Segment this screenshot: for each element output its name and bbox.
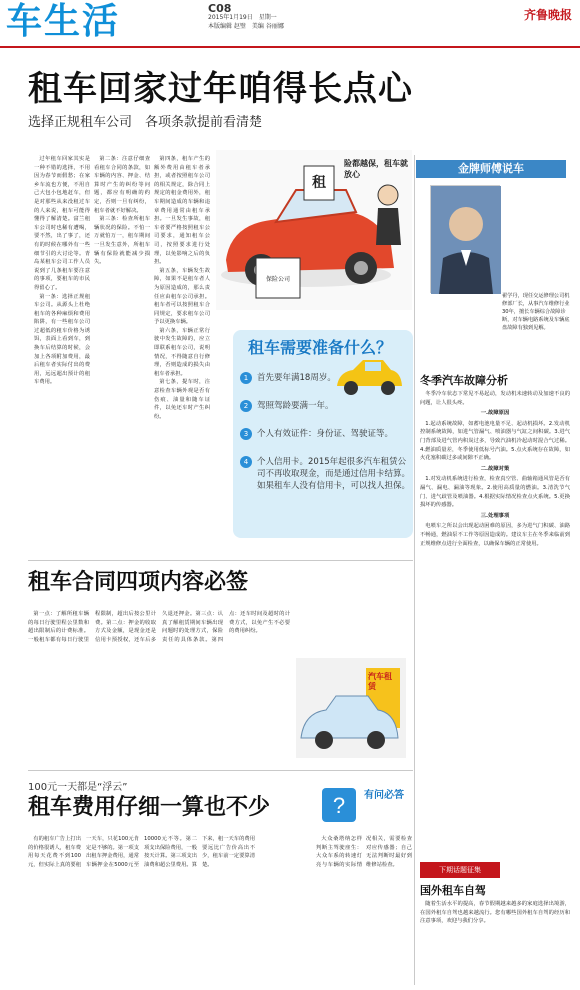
sidebar-title: 金牌师傅说车 [458,162,524,175]
expert-photo [430,185,500,293]
speech-bubble: 险都越保，租车就放心 [344,159,408,179]
section-logo: 车生活 [6,1,121,42]
winter-heading: 二.故障对策 [480,465,510,472]
story3-paragraph: 有的租车广告上打出的价格很诱人，租车费用每天花费不到100元，但实际上真的要租一天车，只花100元肯定是不够的。第一项支出租车押金费用，通常车辆押金在5000元至10000元不等。第二项支出保险费用，一般按天计算。第三项支出油费和超公里费用。算下来，租一天车的费用要远比广告价高出不少，租车前一定要算清楚。 [28,836,255,868]
story3-body [28,835,313,985]
winter-paragraph: 1.对发动机系统进行检查，检查真空管、曲轴箱通风管是否有漏气、漏电、漏油等现象。2.使用高质量的燃油。3.清洗节气门、进气歧管及喷油器。4.根据实际情况检查点火系统。5.更换损坏的传感器。 [420,476,570,509]
rental-title: 国外租车自驾 [420,884,486,897]
story1-column2 [94,155,150,555]
rent-sign: 租 [312,175,326,191]
requirement-item [240,372,410,384]
sidebar-header [416,160,566,178]
newspaper-name: 齐鲁晚报 [523,8,572,22]
story2-headline: 租车合同四项内容必签 [28,570,249,595]
issue-info [208,4,284,31]
story1-paragraph: 第二条：注意仔细查看租车合同的条款，如车辆的内容、押金、结算时产生的纠纷等问题，都应有明确的约定，否则一旦有纠纷，租车者就不好解决。 [94,156,150,214]
svg-text:?: ? [332,793,346,818]
requirements-title: 租车需要准备什么？ [248,338,393,357]
winter-heading: 三.处理事项 [480,512,510,519]
story1-paragraph: 第四条，租车产生的额外费用由租车者承担，或者按照租车公司的相关规定，除合同上规定的租金费用外，租车期间造成的车辆和违章费用通常由租车承担。一旦发生事故，租车者要严格按照租车公司要求，通知租车公司，按照要求进行处理，以免影响之后的负担。 [154,156,210,266]
winter-paragraph: 1.起动系统故障，如蓄电池电量不足、起动机损坏。2.发动机控制系统故障，如进气管漏气、喷油器与气缸之间积碳。3.进气门背部及进气管内积炭过多，导致汽油机冷起动时混合气过稀。4.燃油质量差，冬季使用低标号汽油。5.点火系统存在故障，如火花塞积碳过多或间隙不正确。 [420,420,570,462]
qa-paragraph: 大众桑塔纳怎样判断主驾驶座生：大众车系的转速灯亮与车辆的实际情况相关，需要检查对应传感器；自己无法判断时最好到维修站检查。 [316,836,412,868]
topic-call-label: 下期话题征集 [439,866,481,874]
rental-paragraph: 随着生活水平的提高，春节假期越来越多的家庭选择出境游，在国外租车自驾也越来越流行。您有哪些国外租车自驾的经历和注意事项，欢迎与我们分享。 [420,901,570,925]
requirement-item [240,400,410,412]
editor-credits: 本版编辑 赵璧 美编 谷丽娜 [208,23,284,30]
section-divider [28,770,413,771]
expert-bio: 翟学丹，现任交运修理公司机修部厂长，从事汽车维修行业30年，擅长车辆综合故障诊断，对车辆电路系统及车辆底盘故障有独到见解。 [502,293,570,331]
rental-body [420,900,570,985]
masthead-rule [0,46,580,48]
requirement-text: 个人有效证件：身份证、驾驶证等。 [257,429,394,439]
section-divider [28,560,413,561]
story1-paragraph: 第七条，提车时，注意检查车辆外观是否有伤痕、油量和随车证件，以免还车时产生纠纷。 [154,379,210,420]
story1-paragraph: 第一条：选择正规租车公司。从源头上杜绝租车的各种麻烦和费用陷阱，有一些租车公司过超低的租车价格为诱饵，表面上看到车，到换车后结算的时候，会加上各项附加费用，最后租车者实际付出的费用，远远超出预计的租车费用。 [34,293,90,386]
requirement-item [240,428,410,440]
winter-heading: 一.故障原因 [480,410,510,417]
requirement-number: 3 [240,428,252,440]
requirement-text: 驾照驾龄要满一年。 [257,401,334,411]
story1-headline: 租车回家过年咱得长点心 [28,69,413,109]
requirement-number: 4 [240,456,252,468]
story1-column1 [34,155,90,555]
issue-date: 2015年1月19日 星期一 [208,14,277,21]
winter-intro: 冬季冷车状态下常见不易起动，发动机未速转动及加速不良的问题，让人很头疼。 [420,391,570,406]
story1-paragraph: 第六条，车辆正常行驶中发生故障的，应立即联系租车公司，说明情况，不得随意自行修理，否则造成的损失由租车者承担。 [154,327,210,377]
requirement-number: 2 [240,400,252,412]
column-divider [414,155,415,985]
requirement-text: 个人信用卡。2015年起很多汽车租赁公司不再收取现金，而是通过信用卡结算。如果租车人没有信用卡，可以找人担保。 [257,457,411,491]
portrait-icon [431,186,501,294]
winter-column [420,390,570,855]
winter-title: 冬季汽车故障分析 [420,374,508,387]
car-illustration [216,150,412,310]
story1-paragraph: 第三条：检查所租车辆状况的保险。不怕一万就怕万一，租车期间一旦发生意外，所租车辆有保险就能减少损失。 [94,216,150,266]
qa-badge: 有问必答 [364,790,404,801]
winter-paragraph: 电喷车之所以会出现起动困难的原因，多为进气门积碳、油路不畅通，燃油泵不工作等原因造成的。建议车主在冬季来临前到正规维修点进行全面检查，以确保车辆的正常使用。 [420,523,570,547]
story1-subhead: 选择正规租车公司 各项条款提前看清楚 [28,115,263,130]
story1-paragraph: 第五条，车辆发生故障，如果不是租车者人为原因造成的，那么责任应由租车公司承担。租车者可以按照租车合同规定，要求租车公司予以更换车辆。 [154,267,210,326]
topic-call-badge [420,862,500,878]
qa-body [316,835,412,985]
story1-paragraph: 过年租车回家其实是一种不错的选择，不用因为春节而假愁；在家乡车流也方便，不用自己大包小包地赶车，但是对那些从来没租过车的人来说，租车可能得懂得了解清楚。富兰租车公司时也稀有遭喝，要不然，出了事了，还有的时候在哪外有一些细节引的大讨论等。青岛某租车公司工作人员说到了几条租车要注意的事项，要租车的市民得留心了。 [34,156,90,291]
insurance-label: 保险公司 [265,276,290,283]
story3-pretitle: 100元一天都是“浮云” [28,782,128,793]
page-number: C08 [208,2,232,15]
story2-body [28,610,290,760]
story3-headline: 租车费用仔细一算也不少 [28,795,271,820]
story1-column3 [154,155,210,555]
requirement-number: 1 [240,372,252,384]
rental-car-illustration [296,658,406,758]
story2-paragraph: 第一点：了解所租车辆的每日行驶里程公里数和超出限制后的计费标准。一般租车都有每日行驶里程限制，超出后按公里计费。第二点：押金的收取方式及金额，是现金还是信用卡预授权，还车后多久退还押金。第三点：认真了解租赁期间车辆出现问题时的处理方式，保险责任的具体条款。第四点：还车时间及超时的计费方式，以免产生不必要的费用纠纷。 [28,611,290,643]
qa-illustration [316,780,410,828]
masthead [0,0,580,44]
requirement-text: 首先要年满18周岁。 [257,373,336,383]
car-rental-sign: 汽车租赁 [368,672,392,691]
requirement-item [240,456,410,492]
